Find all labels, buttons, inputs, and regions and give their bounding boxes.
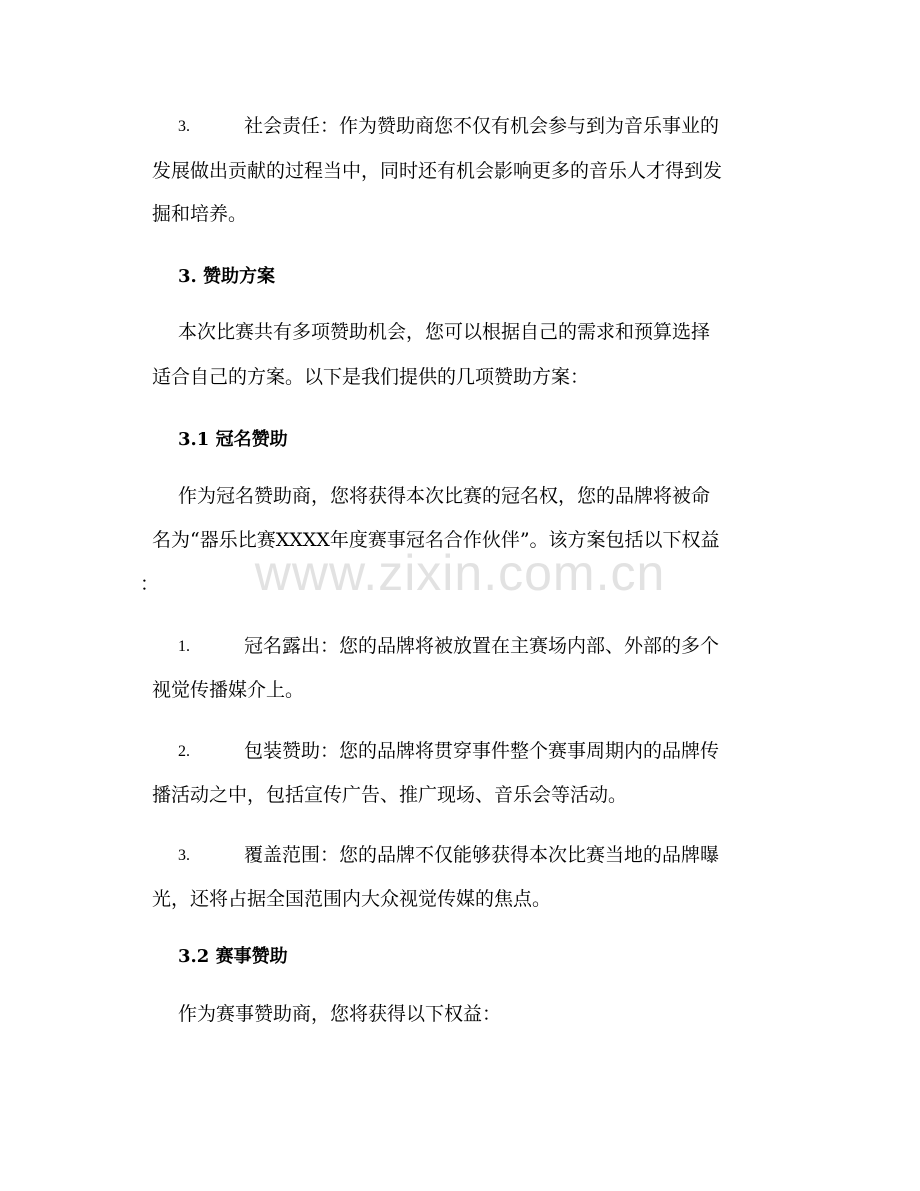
paragraph-line: 作为冠名赞助商，您将获得本次比赛的冠名权，您的品牌将被命 xyxy=(178,485,711,507)
watermark: www.zixin.com.cn xyxy=(254,545,666,601)
paragraph-line: 播活动之中，包括宣传广告、推广现场、音乐会等活动。 xyxy=(152,784,628,806)
paragraph-line: 作为赛事赞助商，您将获得以下权益： xyxy=(178,1003,502,1025)
list-item-number: 3. xyxy=(178,847,190,864)
section-heading: 3. 赞助方案 xyxy=(178,266,276,287)
paragraph-line: 社会责任：作为赞助商您不仅有机会参与到为音乐事业的 xyxy=(244,115,720,137)
list-item-number: 3. xyxy=(178,118,190,135)
list-item-number: 2. xyxy=(178,743,190,760)
subsection-heading: 3.1 冠名赞助 xyxy=(178,429,288,450)
paragraph-line: ： xyxy=(140,573,160,595)
paragraph-line: 视觉传播媒介上。 xyxy=(152,679,305,701)
paragraph-line: 名为“器乐比赛XXXX年度赛事冠名合作伙伴”。该方案包括以下权益 xyxy=(152,529,720,551)
paragraph-line: 包装赞助：您的品牌将贯穿事件整个赛事周期内的品牌传 xyxy=(244,740,720,762)
paragraph-line: 发展做出贡献的过程当中，同时还有机会影响更多的音乐人才得到发 xyxy=(152,160,723,182)
list-item-number: 1. xyxy=(178,638,190,655)
paragraph-line: 本次比赛共有多项赞助机会，您可以根据自己的需求和预算选择 xyxy=(178,321,711,343)
paragraph-line: 适合自己的方案。以下是我们提供的几项赞助方案： xyxy=(152,366,590,388)
paragraph-line: 光，还将占据全国范围内大众视觉传媒的焦点。 xyxy=(152,888,552,910)
subsection-heading: 3.2 赛事赞助 xyxy=(178,946,288,967)
paragraph-line: 冠名露出：您的品牌将被放置在主赛场内部、外部的多个 xyxy=(244,635,720,657)
paragraph-line: 覆盖范围：您的品牌不仅能够获得本次比赛当地的品牌曝 xyxy=(244,844,720,866)
paragraph-line: 掘和培养。 xyxy=(152,203,248,225)
